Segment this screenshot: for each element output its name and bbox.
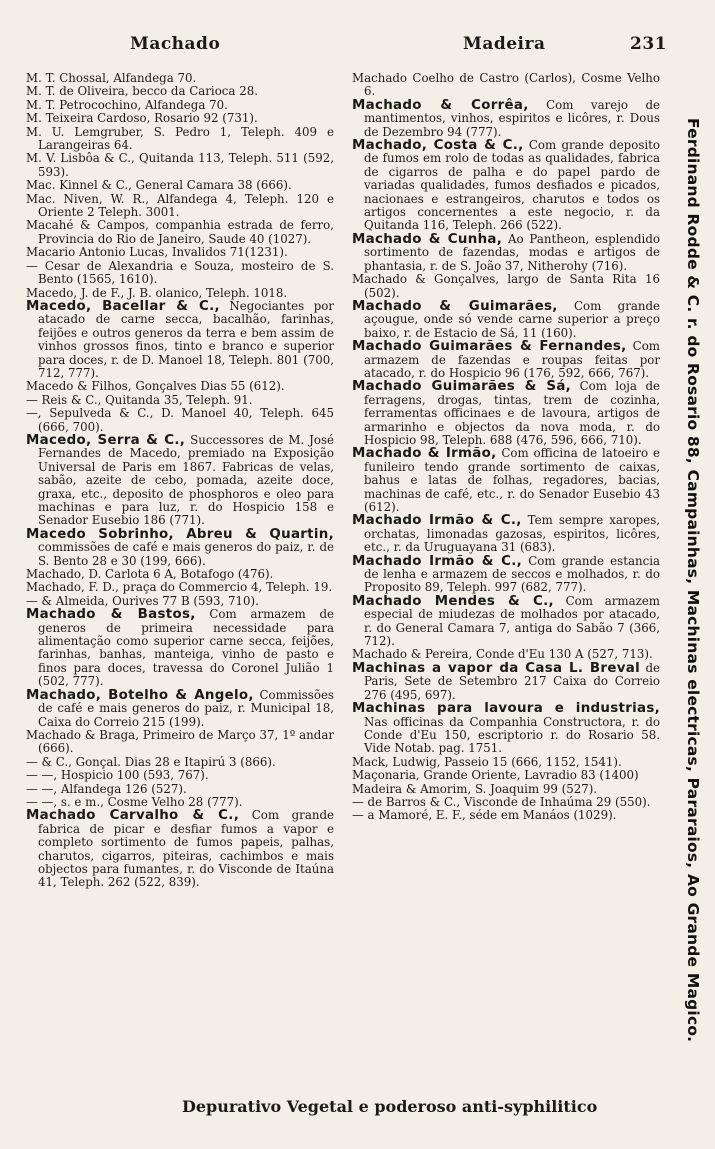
entry-text: Mac. Niven, W. R., Alfandega 4, Teleph. 120 e Oriente 2 Teleph. 3001.: [26, 191, 334, 220]
entry-text: Com grande deposito de fumos em rolo de todas as qualidades, fabrica de cigarros de palha e do papel pardo de variadas qualidades, fumos desfiados e picados, nacionaes e estrangeiros, charutos e todos os artigos concernentes a este negocio, r. da Quitanda 116, Teleph. 266 (522).: [364, 138, 660, 233]
directory-entry: [352, 300, 660, 340]
entry-text: — de Barros & C., Visconde de Inhaúma 29 (550).: [352, 794, 651, 809]
directory-entry: [352, 662, 660, 702]
entry-text: Mack, Ludwig, Passeio 15 (666, 1152, 1541).: [352, 754, 622, 769]
entry-text: M. Teixeira Cardoso, Rosario 92 (731).: [26, 111, 258, 126]
directory-entry: [26, 595, 334, 608]
entry-text: Maçonaria, Grande Oriente, Lavradio 83 (1400): [352, 768, 639, 783]
firm-name: Machado Carvalho & C.,: [26, 808, 240, 824]
directory-entry: [26, 99, 334, 112]
entry-text: — —, s. e m., Cosme Velho 28 (777).: [26, 794, 243, 809]
entry-text: Nas officinas da Companhia Constructora, r. do Conde d'Eu 150, escriptorio r. do Rosario 58. Vide Notab. pag. 1751.: [364, 714, 660, 756]
directory-entry: [352, 233, 660, 273]
directory-entry: [352, 796, 660, 809]
directory-entry: [352, 99, 660, 139]
directory-entry: [352, 702, 660, 756]
directory-entry: [26, 796, 334, 809]
directory-entry: [26, 528, 334, 568]
entry-text: Com armazem especial de miudezas de molhados por atacado, r. do General Camara 7, antiga do Sabão 7 (366, 712).: [364, 593, 660, 649]
directory-entry: [26, 246, 334, 259]
entry-text: Ao Pantheon, esplendido sortimento de fazendas, modas e artigos de phantasia, r. de S. João 37, Nitherohy (716).: [364, 231, 660, 273]
directory-entry: [26, 689, 334, 729]
footer-advertisement: Depurativo Vegetal e poderoso anti-syphilitico: [182, 1097, 598, 1116]
entry-text: M. T. Petrocochino, Alfandega 70.: [26, 97, 228, 112]
directory-entry: [352, 72, 660, 99]
directory-entry: [352, 595, 660, 649]
firm-name: Machinas para lavoura e industrias,: [352, 701, 660, 717]
directory-entry: [26, 407, 334, 434]
entry-text: M. T. Chossal, Alfandega 70.: [26, 71, 197, 85]
firm-name: Macedo, Serra & C.,: [26, 432, 186, 448]
side-advertisement: Ferdinand Rodde & C. r. do Rosario 88, Campainhas, Machinas electricas, Pararaios, Ao Grande Magico.: [684, 117, 702, 1043]
entry-text: Com loja de ferragens, drogas, tintas, trem de cozinha, ferramentas officinaes e de lavoura, artigos de armarinho e objectos da nova moda, r. do Hospicio 98, Teleph. 688 (476, 596, 666, 710).: [364, 379, 660, 447]
directory-entry: [26, 219, 334, 246]
right-column: [352, 72, 660, 823]
entry-text: Machado Coelho de Castro (Carlos), Cosme Velho 6.: [352, 71, 660, 99]
entry-text: Machado & Pereira, Conde d'Eu 130 A (527, 713).: [352, 647, 653, 662]
firm-name: Machado, Costa & C.,: [352, 138, 524, 154]
firm-name: Machado & Guimarães,: [352, 298, 558, 314]
entry-text: Negociantes por atacado de carne secca, bacalhão, farinhas, feijões e outros generos da terra e bem assim de vinhos grossos finos, tinto e branco e superior para doces, r. de D. Manoel 18, Teleph. 801 (700, 712, 777).: [38, 298, 334, 380]
entry-text: Commissões de café e mais generos do paiz, r. Municipal 18, Caixa do Correio 215 (199).: [38, 687, 334, 729]
firm-name: Macedo Sobrinho, Abreu & Quartin,: [26, 526, 334, 542]
directory-entry: [352, 756, 660, 769]
directory-entry: [26, 809, 334, 889]
directory-entry: [26, 783, 334, 796]
entry-text: Machado & Gonçalves, largo de Santa Rita 16 (502).: [352, 272, 660, 300]
directory-entry: [26, 756, 334, 769]
directory-entry: [26, 126, 334, 153]
directory-entry: [26, 568, 334, 581]
entry-text: M. T. de Oliveira, becco da Carioca 28.: [26, 84, 258, 99]
entry-text: Mac. Kinnel & C., General Camara 38 (666).: [26, 178, 292, 193]
firm-name: Machado & Irmão,: [352, 446, 497, 462]
entry-text: Macahé & Campos, companhia estrada de ferro, Provincia do Rio de Janeiro, Saude 40 (1027).: [26, 218, 334, 246]
entry-text: M. U. Lemgruber, S. Pedro 1, Teleph. 409 e Larangeiras 64.: [26, 124, 334, 153]
running-head-left: Machado: [130, 34, 221, 54]
directory-entry: [26, 179, 334, 192]
directory-entry: [352, 447, 660, 514]
entry-text: Machado, F. D., praça do Commercio 4, Teleph. 19.: [26, 580, 333, 595]
firm-name: Machado & Bastos,: [26, 607, 196, 623]
directory-entry: [26, 608, 334, 688]
directory-entry: [26, 287, 334, 300]
directory-entry: [352, 139, 660, 233]
page-number: 231: [630, 34, 667, 54]
directory-entry: [26, 193, 334, 220]
entry-text: Machado, D. Carlota 6 A, Botafogo (476).: [26, 567, 274, 582]
directory-entry: [26, 260, 334, 287]
directory-entry: [26, 729, 334, 756]
entry-text: — & Almeida, Ourives 77 B (593, 710).: [26, 593, 259, 608]
directory-entry: [352, 340, 660, 380]
directory-entry: [26, 85, 334, 98]
firm-name: Machado Guimarães & Sá,: [352, 379, 572, 395]
entry-text: Com grande estancia de lenha e armazem de seccos e molhados, r. do Proposito 89, Teleph. 997 (682, 777).: [364, 553, 660, 595]
left-column: [26, 72, 334, 890]
entry-text: —, Sepulveda & C., D. Manoel 40, Teleph. 645 (666, 700).: [26, 406, 334, 434]
entry-text: Com armazem de generos de primeira necessidade para alimentação como superior carne secca, feijões, farinhas, banhas, manteiga, vinho de pasto e finos para doces, travessa do Coronel Julião 1 (502, 777).: [38, 607, 334, 689]
directory-entry: [26, 300, 334, 380]
entry-text: Com armazem de fazendas e roupas feitas por atacado, r. do Hospicio 96 (176, 592, 666, 767).: [364, 339, 660, 380]
entry-text: Machado & Braga, Primeiro de Março 37, 1º andar (666).: [26, 727, 334, 756]
firm-name: Machinas a vapor da Casa L. Breval: [352, 660, 640, 676]
firm-name: Machado Irmão & C.,: [352, 553, 523, 569]
entry-text: Macario Antonio Lucas, Invalidos 71(1231).: [26, 245, 288, 260]
entry-text: Tem sempre xaropes, orchatas, limonadas gazosas, espiritos, licôres, etc., r. da Uruguayana 31 (683).: [364, 513, 661, 555]
firm-name: Macedo, Bacellar & C.,: [26, 298, 220, 314]
directory-entry: [352, 769, 660, 782]
directory-entry: [352, 514, 660, 554]
firm-name: Machado Guimarães & Fernandes,: [352, 339, 627, 355]
entry-text: M. V. Lisbôa & C., Quitanda 113, Teleph. 511 (592, 593).: [26, 151, 334, 179]
entry-text: Madeira & Amorim, S. Joaquim 99 (527).: [352, 781, 598, 796]
directory-entry: [352, 380, 660, 447]
entry-text: — & C., Gonçal. Dias 28 e Itapirú 3 (866).: [26, 754, 276, 769]
firm-name: Machado Irmão & C.,: [352, 513, 522, 529]
entry-text: — a Mamoré, E. F., séde em Manáos (1029).: [352, 808, 617, 823]
entry-text: — —, Hospicio 100 (593, 767).: [26, 768, 209, 783]
directory-entry: [26, 112, 334, 125]
entry-text: Com officina de latoeiro e funileiro tendo grande sortimento de caixas, bahus e latas de folhas, regadores, bacias, machinas de café, etc., r. do Senador Eusebio 43 (612).: [364, 446, 660, 514]
entry-text: Com varejo de mantimentos, vinhos, espiritos e licôres, r. Dous de Dezembro 94 (777).: [364, 97, 660, 139]
firm-name: Machado Mendes & C.,: [352, 593, 554, 609]
directory-entry: [26, 581, 334, 594]
directory-entry: [352, 783, 660, 796]
firm-name: Machado, Botelho & Angelo,: [26, 687, 254, 703]
directory-entry: [352, 273, 660, 300]
entry-text: — —, Alfandega 126 (527).: [26, 781, 187, 796]
directory-entry: [26, 152, 334, 179]
entry-text: de Paris, Sete de Setembro 217 Caixa do Correio 276 (495, 697).: [364, 660, 660, 702]
directory-entry: [26, 434, 334, 528]
entry-text: — Reis & C., Quitanda 35, Teleph. 91.: [26, 392, 253, 407]
entry-text: — Cesar de Alexandria e Souza, mosteiro de S. Bento (1565, 1610).: [26, 258, 334, 287]
running-head-center: Madeira: [463, 34, 546, 54]
directory-entry: [352, 555, 660, 595]
directory-entry: [352, 648, 660, 661]
entry-text: Macedo & Filhos, Gonçalves Dias 55 (612).: [26, 379, 285, 394]
directory-entry: [26, 380, 334, 393]
entry-text: Macedo, J. de F., J. B. olanico, Teleph. 1018.: [26, 285, 288, 300]
entry-text: Com grande fabrica de picar e desfiar fumos a vapor e completo sortimento de fumos papeis, palhas, charutos, cigarros, piteiras, cachimbos e mais objectos para fumantes, r. do Visconde de Itaúna 41, Teleph. 262 (522, 839).: [38, 808, 334, 890]
directory-entry: [26, 394, 334, 407]
directory-entry: [352, 809, 660, 822]
firm-name: Machado & Corrêa,: [352, 97, 529, 113]
firm-name: Machado & Cunha,: [352, 231, 503, 247]
entry-text: Successores de M. José Fernandes de Macedo, premiado na Exposição Universal de Paris em 1867. Fabricas de velas, sabão, azeite de cebo, pomada, azeite doce, graxa, etc., deposito de phosphoros e oleo para machinas e para luz, r. do Hospicio 158 e Senador Eusebio 186 (771).: [38, 432, 334, 528]
entry-text: Com grande açougue, onde só vende carne superior a preço baixo, r. de Estacio de Sá, 11 (160).: [364, 298, 660, 340]
entry-text: commissões de café e mais generos do paiz, r. de S. Bento 28 e 30 (199, 666).: [38, 540, 334, 568]
directory-entry: [26, 72, 334, 85]
directory-entry: [26, 769, 334, 782]
